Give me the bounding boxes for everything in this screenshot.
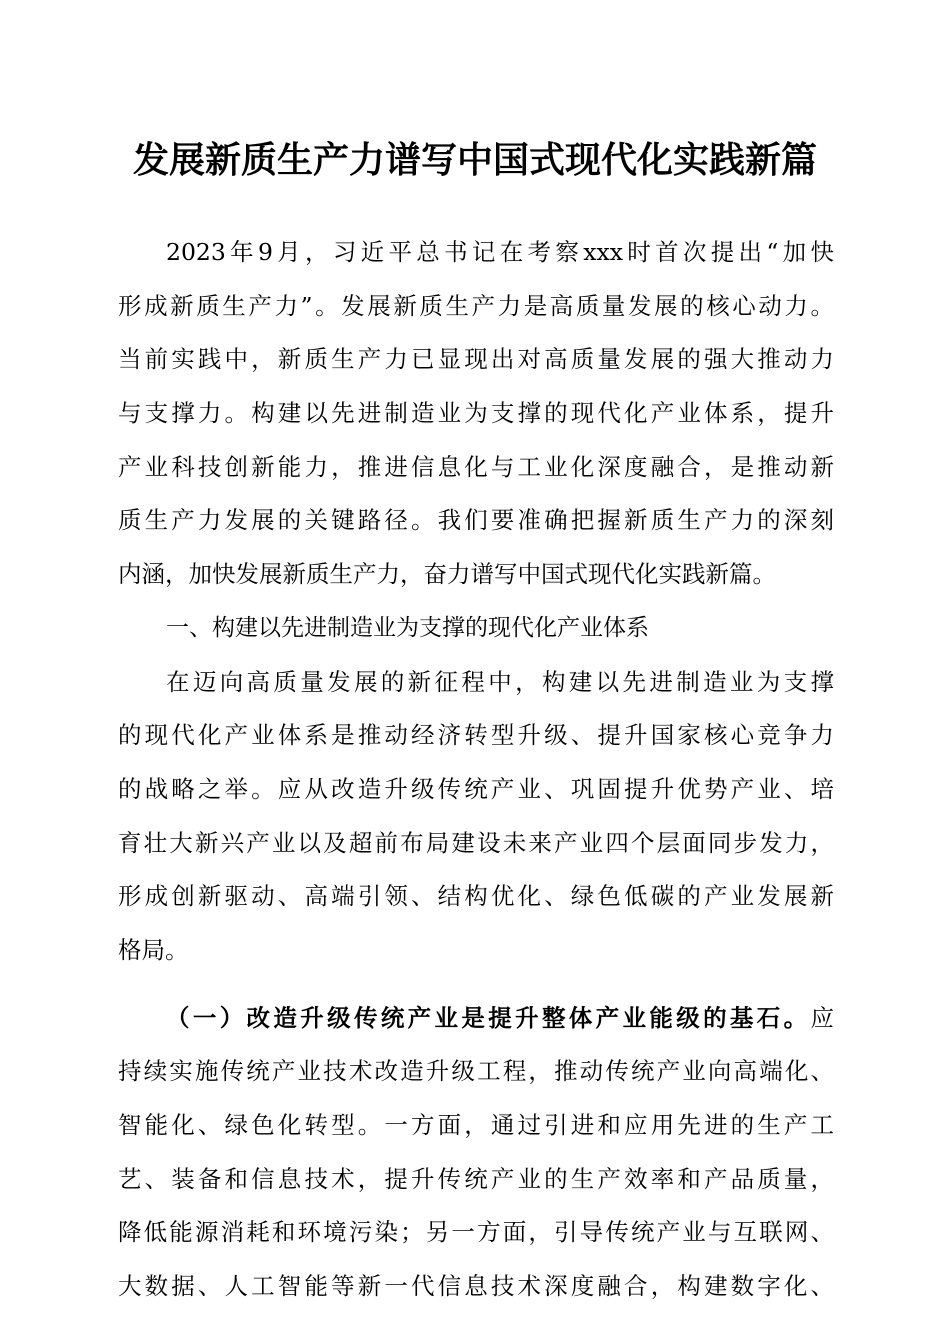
paragraph-line: 智能化、绿色化转型。一方面，通过引进和应用先进的生产工	[118, 1111, 834, 1139]
paragraph-intro	[118, 226, 834, 602]
paragraph-line: 的现代化产业体系是推动经济转型升级、提升国家核心竞争力	[118, 721, 834, 750]
document-title: 发展新质生产力谱写中国式现代化实践新篇	[132, 139, 817, 181]
paragraph-spacer	[118, 978, 834, 992]
paragraph-line: 质生产力发展的关键路径。我们要准确把握新质生产力的深刻	[118, 506, 834, 535]
paragraph-line: 形成新质生产力”。发展新质生产力是高质量发展的核心动力。	[118, 291, 834, 320]
subsection-heading: （一）改造升级传统产业是提升整体产业能级的基石。	[166, 1003, 811, 1032]
paragraph-line: 形成创新驱动、高端引领、结构优化、绿色低碳的产业发展新	[118, 882, 834, 911]
paragraph-line: 育壮大新兴产业以及超前布局建设未来产业四个层面同步发力，	[118, 828, 834, 857]
paragraph-line: 产业科技创新能力，推进信息化与工业化深度融合，是推动新	[118, 452, 834, 481]
paragraph-line: 在迈向高质量发展的新征程中，构建以先进制造业为支撑	[166, 667, 834, 696]
paragraph-line	[118, 992, 834, 1046]
paragraph-line-text: 应	[810, 1003, 834, 1032]
paragraph-subsection1	[118, 992, 834, 1314]
paragraph-line: 大数据、人工智能等新一代信息技术深度融合，构建数字化、	[118, 1272, 834, 1301]
paragraph-section1	[118, 656, 834, 978]
paragraph-line: 内涵，加快发展新质生产力，奋力谱写中国式现代化实践新篇。	[118, 560, 776, 589]
paragraph-line: 当前实践中，新质生产力已显现出对高质量发展的强大推动力	[118, 345, 834, 374]
paragraph-line: 持续实施传统产业技术改造升级工程，推动传统产业向高端化、	[118, 1057, 834, 1086]
document-body	[118, 226, 834, 1314]
paragraph-line: 降低能源消耗和环境污染；另一方面，引导传统产业与互联网、	[118, 1218, 834, 1247]
paragraph-line: 的战略之举。应从改造升级传统产业、巩固提升优势产业、培	[118, 774, 834, 803]
paragraph-line: 艺、装备和信息技术，提升传统产业的生产效率和产品质量，	[118, 1164, 834, 1193]
paragraph-line: 与支撑力。构建以先进制造业为支撑的现代化产业体系，提升	[118, 399, 834, 428]
paragraph-line: 2023年9月，习近平总书记在考察xxx时首次提出“加快	[166, 238, 834, 266]
paragraph-line: 格局。	[118, 935, 189, 964]
section-heading: 一、构建以先进制造业为支撑的现代化产业体系	[166, 614, 649, 641]
